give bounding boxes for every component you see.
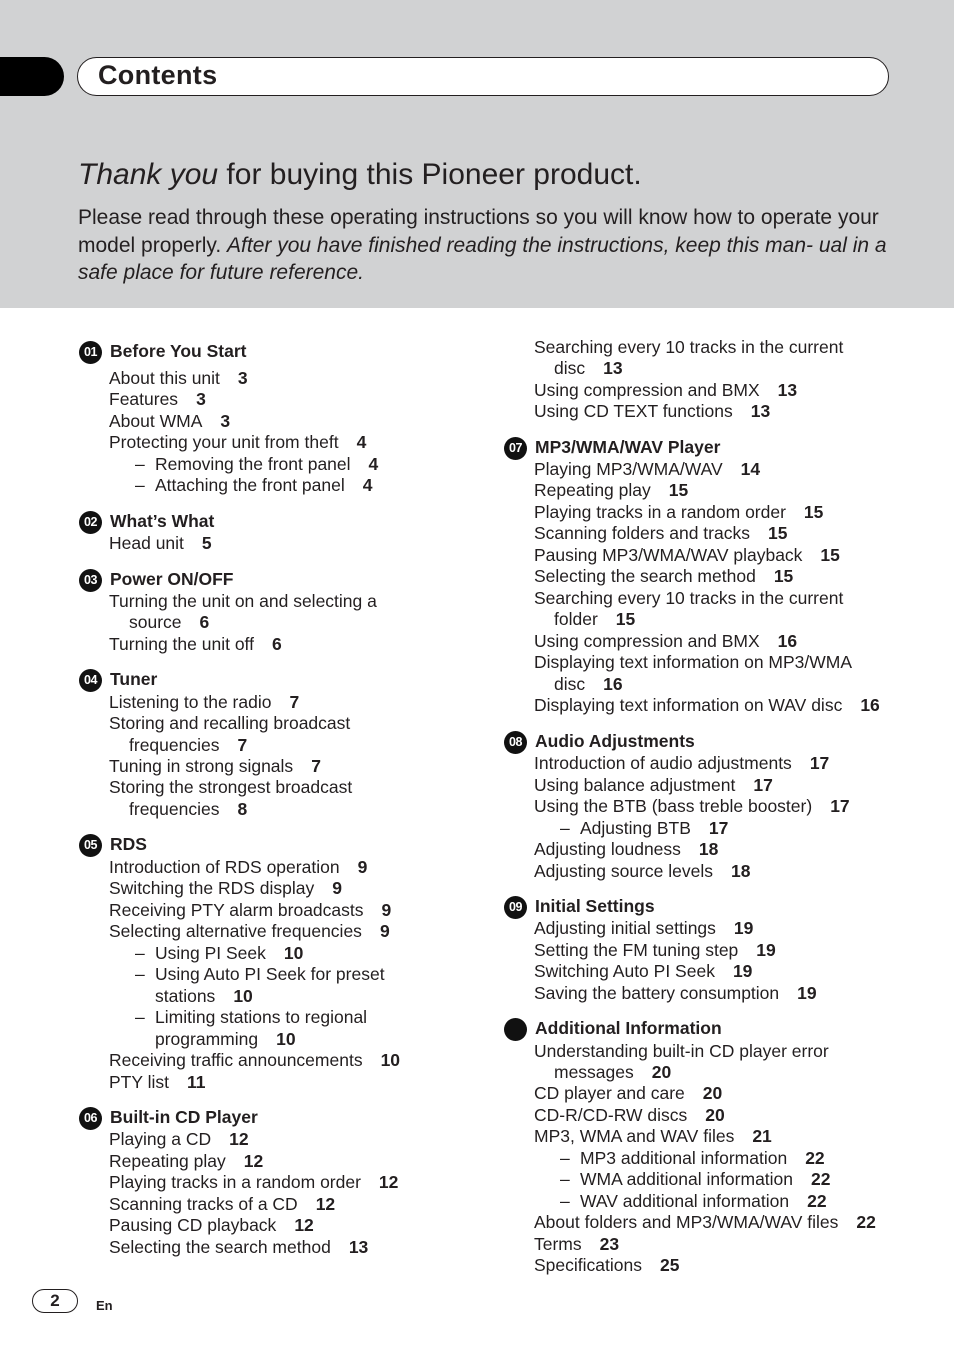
intro-plain: Please read through these operating instructions so you will know how to operate your model properly.: [78, 206, 879, 257]
section-badge-01: 01: [79, 341, 102, 364]
section-title-additional-information[interactable]: Additional Information: [535, 1018, 722, 1038]
toc-entry[interactable]: Using the BTB (bass treble booster) 17: [534, 796, 850, 816]
section-badge-04: 04: [79, 669, 102, 692]
toc-entry[interactable]: Selecting alternative frequencies 9: [109, 921, 390, 941]
toc-subentry[interactable]: – WAV additional information 22: [560, 1191, 827, 1211]
toc-entry[interactable]: Turning the unit off 6: [109, 634, 282, 654]
contents-bar: [77, 57, 889, 96]
toc-entry[interactable]: Using compression and BMX 13: [534, 380, 798, 400]
toc-entry[interactable]: Listening to the radio 7: [109, 692, 300, 712]
thank-you-rest: for buying this Pioneer product.: [218, 158, 642, 191]
section-title-tuner[interactable]: Tuner: [110, 669, 158, 689]
toc-entry-continuation[interactable]: source 6: [129, 612, 210, 632]
toc-entry[interactable]: Repeating play 15: [534, 480, 689, 500]
toc-entry[interactable]: Turning the unit on and selecting a: [109, 591, 377, 611]
toc-entry[interactable]: Head unit 5: [109, 533, 212, 553]
toc-subentry[interactable]: – Using PI Seek 10: [135, 943, 304, 963]
section-badge-05: 05: [79, 834, 102, 857]
toc-entry-continuation[interactable]: disc 13: [554, 358, 623, 378]
language-label: En: [96, 1298, 113, 1313]
toc-entry[interactable]: Using compression and BMX 16: [534, 631, 798, 651]
toc-entry[interactable]: Receiving traffic announcements 10: [109, 1050, 401, 1070]
toc-entry[interactable]: Setting the FM tuning step 19: [534, 940, 776, 960]
toc-entry[interactable]: Understanding built-in CD player error: [534, 1041, 829, 1061]
toc-entry[interactable]: CD-R/CD-RW discs 20: [534, 1105, 725, 1125]
toc-entry[interactable]: Pausing MP3/WMA/WAV playback 15: [534, 545, 840, 565]
toc-entry[interactable]: Switching Auto PI Seek 19: [534, 961, 753, 981]
section-badge-additional: [504, 1018, 527, 1041]
toc-entry[interactable]: Using CD TEXT functions 13: [534, 401, 771, 421]
intro-paragraph: [78, 204, 893, 287]
section-title-rds[interactable]: RDS: [110, 834, 147, 854]
toc-entry[interactable]: Introduction of RDS operation 9: [109, 857, 368, 877]
section-title-audio-adjustments[interactable]: Audio Adjustments: [535, 731, 695, 751]
page-number: 2: [32, 1289, 78, 1313]
toc-entry[interactable]: Switching the RDS display 9: [109, 878, 342, 898]
section-badge-08: 08: [504, 731, 527, 754]
section-badge-03: 03: [79, 569, 102, 592]
toc-entry[interactable]: Saving the battery consumption 19: [534, 983, 817, 1003]
toc-entry[interactable]: About this unit 3: [109, 368, 248, 388]
toc-entry[interactable]: Tuning in strong signals 7: [109, 756, 321, 776]
toc-subentry-continuation[interactable]: programming 10: [155, 1029, 296, 1049]
toc-entry[interactable]: About folders and MP3/WMA/WAV files 22: [534, 1212, 876, 1232]
toc-entry[interactable]: PTY list 11: [109, 1072, 206, 1092]
toc-entry[interactable]: Repeating play 12: [109, 1151, 264, 1171]
toc-entry[interactable]: Pausing CD playback 12: [109, 1215, 314, 1235]
toc-entry-continuation[interactable]: disc 16: [554, 674, 623, 694]
toc-entry[interactable]: Adjusting initial settings 19: [534, 918, 754, 938]
toc-entry[interactable]: CD player and care 20: [534, 1083, 723, 1103]
toc-entry[interactable]: Scanning folders and tracks 15: [534, 523, 788, 543]
toc-entry[interactable]: Selecting the search method 13: [109, 1237, 369, 1257]
toc-entry[interactable]: Specifications 25: [534, 1255, 680, 1275]
toc-subentry[interactable]: – Attaching the front panel 4: [135, 475, 373, 495]
thank-you-italic: Thank you: [78, 158, 219, 191]
toc-entry-continuation[interactable]: frequencies 8: [129, 799, 248, 819]
toc-entry[interactable]: Using balance adjustment 17: [534, 775, 773, 795]
toc-entry[interactable]: Protecting your unit from theft 4: [109, 432, 367, 452]
toc-entry[interactable]: Searching every 10 tracks in the current: [534, 337, 844, 357]
toc-entry[interactable]: Receiving PTY alarm broadcasts 9: [109, 900, 392, 920]
toc-subentry[interactable]: – Limiting stations to regional: [135, 1007, 368, 1027]
toc-entry[interactable]: Storing the strongest broadcast: [109, 777, 353, 797]
toc-subentry-continuation[interactable]: stations 10: [155, 986, 253, 1006]
toc-subentry[interactable]: – MP3 additional information 22: [560, 1148, 825, 1168]
toc-entry[interactable]: Searching every 10 tracks in the current: [534, 588, 844, 608]
toc-entry[interactable]: Terms 23: [534, 1234, 620, 1254]
page-title: Contents: [98, 60, 218, 90]
section-title-before-you-start[interactable]: Before You Start: [110, 341, 247, 361]
section-tab-marker: [0, 57, 64, 96]
section-title-whats-what[interactable]: What’s What: [110, 511, 215, 531]
toc-entry[interactable]: MP3, WMA and WAV files 21: [534, 1126, 772, 1146]
toc-entry[interactable]: Features 3: [109, 389, 206, 409]
toc-entry[interactable]: Playing tracks in a random order 15: [534, 502, 824, 522]
section-title-mp3-wma-wav-player[interactable]: MP3/WMA/WAV Player: [535, 437, 721, 457]
toc-entry[interactable]: Adjusting source levels 18: [534, 861, 751, 881]
toc-entry-continuation[interactable]: frequencies 7: [129, 735, 248, 755]
toc-entry[interactable]: Storing and recalling broadcast: [109, 713, 351, 733]
toc-entry[interactable]: Playing a CD 12: [109, 1129, 249, 1149]
section-title-initial-settings[interactable]: Initial Settings: [535, 896, 655, 916]
toc-subentry[interactable]: – Using Auto PI Seek for preset: [135, 964, 385, 984]
toc-entry[interactable]: Scanning tracks of a CD 12: [109, 1194, 336, 1214]
toc-entry-continuation[interactable]: folder 15: [554, 609, 636, 629]
toc-entry-continuation[interactable]: messages 20: [554, 1062, 672, 1082]
section-badge-07: 07: [504, 437, 527, 460]
toc-entry[interactable]: Playing tracks in a random order 12: [109, 1172, 399, 1192]
toc-entry[interactable]: Introduction of audio adjustments 17: [534, 753, 830, 773]
thank-you-heading: [78, 158, 642, 192]
header-band: [0, 0, 954, 308]
toc-entry[interactable]: Adjusting loudness 18: [534, 839, 719, 859]
toc-subentry[interactable]: – WMA additional information 22: [560, 1169, 831, 1189]
toc-entry[interactable]: About WMA 3: [109, 411, 231, 431]
toc-entry[interactable]: Displaying text information on WAV disc 16: [534, 695, 880, 715]
toc-entry[interactable]: Displaying text information on MP3/WMA: [534, 652, 853, 672]
section-badge-09: 09: [504, 896, 527, 919]
toc-subentry[interactable]: – Removing the front panel 4: [135, 454, 379, 474]
section-badge-06: 06: [79, 1107, 102, 1130]
toc-subentry[interactable]: – Adjusting BTB 17: [560, 818, 729, 838]
toc-entry[interactable]: Selecting the search method 15: [534, 566, 794, 586]
section-title-power-on-off[interactable]: Power ON/OFF: [110, 569, 234, 589]
intro-italic: After you have finished reading the instructions, keep this man- ual in a safe place for future reference.: [78, 233, 887, 284]
toc-entry[interactable]: Playing MP3/WMA/WAV 14: [534, 459, 761, 479]
section-title-built-in-cd-player[interactable]: Built-in CD Player: [110, 1107, 258, 1127]
section-badge-02: 02: [79, 511, 102, 534]
